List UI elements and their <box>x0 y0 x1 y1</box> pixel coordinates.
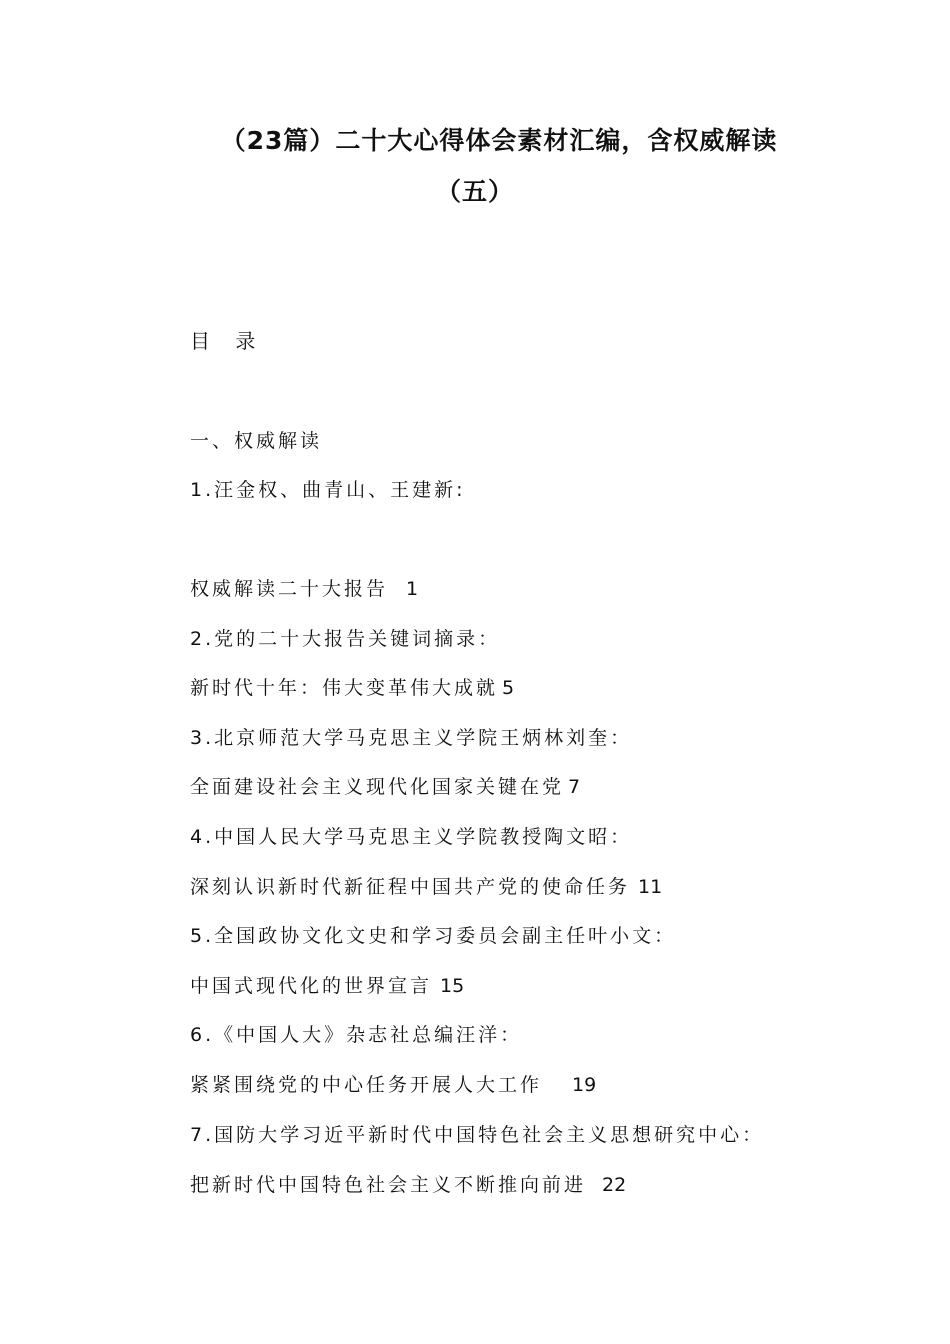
toc-entry-title <box>190 772 580 802</box>
toc-entry-title-text: 权威解读二十大报告 <box>190 578 389 600</box>
toc-entry-title <box>190 971 464 1001</box>
toc-entry-title <box>190 673 514 703</box>
toc-entry-title-text: 深刻认识新时代新征程中国共产党的使命任务 <box>190 876 631 898</box>
toc-entry-title-text: 紧紧围绕党的中心任务开展人大工作 <box>190 1074 543 1096</box>
toc-entry-title <box>190 872 662 902</box>
toc-page-number: 1 <box>406 578 419 600</box>
toc-entry-title <box>190 1170 626 1200</box>
toc-entry-title <box>190 574 418 604</box>
toc-entry-title-text: 中国式现代化的世界宣言 <box>190 975 433 997</box>
toc-entry-header: 1.汪金权、曲青山、王建新: <box>190 479 466 501</box>
toc-page-number: 5 <box>502 677 515 699</box>
document-title: （23篇）二十大心得体会素材汇编，含权威解读 <box>220 126 778 155</box>
toc-entry-title <box>190 1070 596 1100</box>
toc-entry-header: 6.《中国人大》杂志社总编汪洋： <box>190 1024 523 1046</box>
toc-entry-header: 2.党的二十大报告关键词摘录： <box>190 628 501 650</box>
toc-entry-header: 3.北京师范大学马克思主义学院王炳林刘奎： <box>190 727 633 749</box>
toc-page-number: 15 <box>440 975 465 997</box>
toc-entry-title-text: 把新时代中国特色社会主义不断推向前进 <box>190 1174 587 1196</box>
document-title-subtitle: （五） <box>435 177 514 206</box>
toc-heading: 目 录 <box>190 329 256 353</box>
toc-entry-header: 5.全国政协文化文史和学习委员会副主任叶小文： <box>190 925 677 947</box>
toc-page-number: 7 <box>568 776 581 798</box>
toc-entry-title-text: 新时代十年：伟大变革伟大成就 <box>190 677 499 699</box>
toc-entry-title-text: 全面建设社会主义现代化国家关键在党 <box>190 776 565 798</box>
toc-entry-header: 7.国防大学习近平新时代中国特色社会主义思想研究中心： <box>190 1124 765 1146</box>
toc-page-number: 19 <box>572 1074 597 1096</box>
toc-page-number: 11 <box>638 876 663 898</box>
toc-section-heading: 一、权威解读 <box>190 430 323 452</box>
toc-entry-header: 4.中国人民大学马克思主义学院教授陶文昭： <box>190 826 633 848</box>
toc-page-number: 22 <box>602 1174 627 1196</box>
